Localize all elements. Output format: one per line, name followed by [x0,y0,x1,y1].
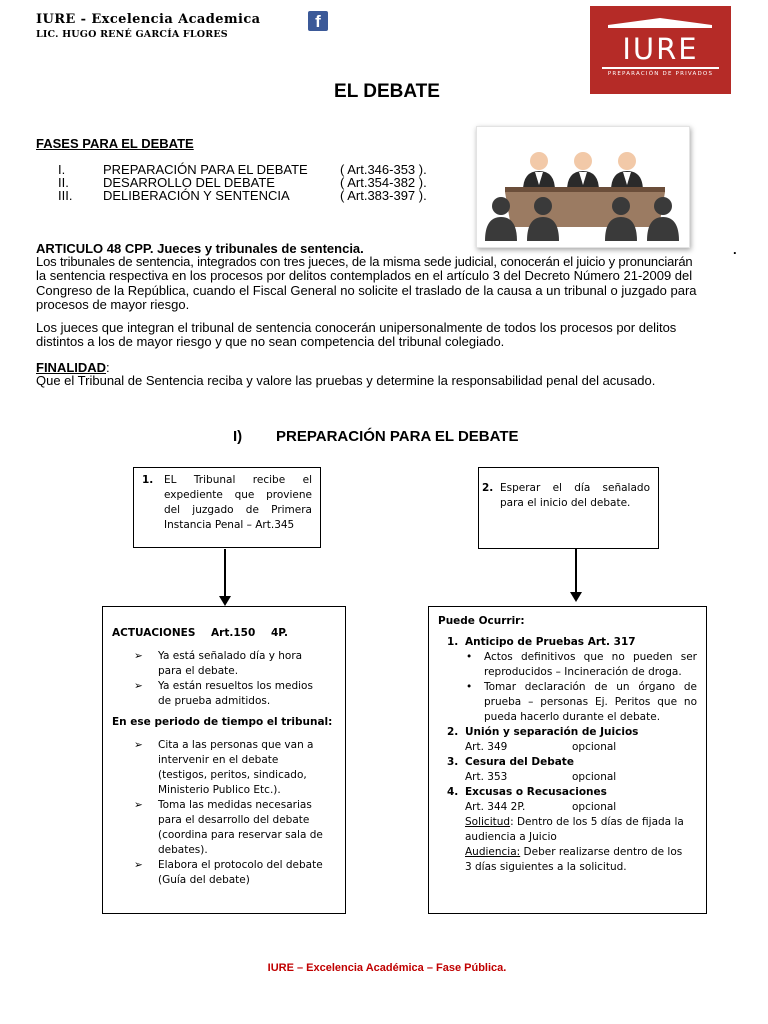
text-line: intervenir en el debate [158,754,279,766]
list-item [447,635,697,650]
text-line: (coordina para reservar sala de [158,829,323,841]
finalidad-label: FINALIDAD [36,360,107,375]
item-optional: opcional [572,741,617,753]
item-detail [465,770,697,785]
step-1-box [133,467,321,548]
article-48-dot: . [733,242,737,257]
item-detail [465,800,697,815]
periodo-text: En ese periodo de tiempo el tribunal: [112,716,333,728]
text-line: Ministerio Publico Etc.). [158,784,281,796]
step-1-item [142,473,312,533]
list-item-text [158,738,337,798]
item-number: 4. [447,786,459,798]
solicitud-label: Solicitud [465,816,511,828]
text-line: debates). [158,844,208,856]
audiencia-text: Deber realizarse dentro de los [523,846,683,858]
item-number: 2. [447,726,459,738]
list-item [134,679,337,709]
list-item [466,650,697,680]
text-line: Esperar el día señalado [500,482,650,494]
section-number: I) [233,428,243,445]
logo-divider [602,67,719,69]
item-article: Art. 344 2P. [465,801,526,813]
text-line: Congreso de la República, cuando el Fiscal General no solicite el traslado de la causa a un tribunal o juzgado para [36,282,697,298]
list-item-text [484,650,697,680]
finalidad-colon: : [106,360,110,375]
phase-name: PREPARACIÓN PARA EL DEBATE [103,162,308,177]
arrow-line [224,549,226,599]
item-title: Unión y separación de Juicios [465,726,639,738]
text-line: de prueba admitidos. [158,695,271,707]
actuaciones-title: ACTUACIONES [112,627,196,639]
text-line: Los jueces que integran el tribunal de sentencia conocerán unipersonalmente de todos los procesos por delitos [36,320,677,335]
item-article: Art. 349 [465,741,508,753]
logo-text: IURE [622,32,699,66]
phase-number: I. [58,162,66,177]
puede-ocurrir-box [428,606,707,914]
item-title: Cesura del Debate [465,756,574,768]
text-line: Los tribunales de sentencia, integrados con tres jueces, de la misma sede judicial, conocerán el juicio y pronunciarán [36,254,693,269]
step-2-item [482,481,650,511]
item-number: 3. [447,756,459,768]
text-line: Actos definitivos que no pueden ser [484,651,697,663]
text-line: distintos a los de mayor riesgo y que no sean competencia del tribunal colegiado. [36,334,505,350]
text-line: para el inicio del debate. [500,497,631,509]
arrow-bullet-icon: ➢ [134,859,143,871]
header-subtitle: LIC. HUGO RENÉ GARCÍA FLORES [36,29,228,40]
dot-bullet-icon: • [466,681,473,693]
text-line: del juzgado de Primera [164,504,312,516]
phase-article: ( Art.346-353 ). [340,162,427,177]
step-1-text [164,473,312,533]
list-item [134,798,337,858]
text-line: la sentencia respectiva en los procesos por delitos contemplados en el artículo 3 del Decreto Número 21-2009 del [36,268,693,284]
item-title: Excusas o Recusaciones [465,786,607,798]
phase-number: III. [58,188,73,203]
text-line: Elabora el protocolo del debate [158,859,323,871]
step-number: 1. [142,474,154,486]
puede-heading: Puede Ocurrir: [438,615,525,627]
phase-name: DESARROLLO DEL DEBATE [103,175,275,190]
solicitud-colon: : [510,816,514,828]
arrow-down-icon [570,592,582,602]
tribunal-icon [477,127,689,247]
list-item-text [158,649,337,679]
list-item [134,738,337,798]
text-line: reproducidos – Incineración de droga. [484,666,682,678]
fases-heading: FASES PARA EL DEBATE [36,136,194,151]
text-line: expediente que proviene [164,489,312,501]
step-2-text [500,481,650,511]
arrow-bullet-icon: ➢ [134,650,143,662]
solicitud-text: Dentro de los 5 días de fijada la [516,816,684,828]
list-item-text [158,858,337,888]
phase-number: II. [58,175,69,190]
text-line: prueba – personas Ej. Peritos que no [484,696,697,708]
text-line: para el debate. [158,665,239,677]
list-item-text [158,798,337,858]
text-line: para el desarrollo del debate [158,814,310,826]
text-line: EL Tribunal recibe el [164,474,312,486]
phase-article: ( Art.354-382 ). [340,175,427,190]
list-item [466,680,697,725]
list-item [447,725,697,740]
actuaciones-box [102,606,346,914]
text-line: (testigos, peritos, sindicado, [158,769,307,781]
item-detail [465,740,697,755]
audiencia-label: Audiencia: [465,846,521,858]
roof-icon [608,18,712,28]
text-line: Tomar declaración de un órgano de [484,681,697,693]
audiencia-text-2: 3 días siguientes a la solicitud. [465,861,627,873]
phase-article: ( Art.383-397 ). [340,188,427,203]
list-item [134,649,337,679]
text-line: Instancia Penal – Art.345 [164,519,295,531]
text-line: Ya está señalado día y hora [158,650,303,662]
text-line: pueda hacerlo durante el debate. [484,711,661,723]
article-48-paragraph-2 [36,321,739,350]
item-optional: opcional [572,801,617,813]
list-item-text [158,679,337,709]
audiencia-line [465,845,697,860]
logo-tagline: PREPARACIÓN DE PRIVADOS [607,71,714,77]
article-48-paragraph-1 [36,255,739,312]
actuaciones-heading [112,626,337,641]
item-title: Anticipo de Pruebas Art. 317 [465,636,636,648]
facebook-icon[interactable]: f [308,11,328,31]
list-item [447,785,697,800]
section-title: PREPARACIÓN PARA EL DEBATE [276,428,519,445]
text-line: procesos de mayor riesgo. [36,296,190,312]
court-illustration [476,126,690,248]
header-title: IURE - Excelencia Academica [36,12,261,27]
text-line: Ya están resueltos los medios [158,680,313,692]
item-article: Art. 353 [465,771,508,783]
list-item [447,755,697,770]
article-48-heading: ARTICULO 48 CPP. Jueces y tribunales de sentencia. [36,241,364,256]
text-line: (Guía del debate) [158,874,250,886]
arrow-bullet-icon: ➢ [134,680,143,692]
arrow-down-icon [219,596,231,606]
footer-text: IURE – Excelencia Académica – Fase Pública. [267,962,507,974]
page-title: EL DEBATE [334,81,440,102]
dot-bullet-icon: • [466,651,473,663]
arrow-bullet-icon: ➢ [134,739,143,751]
phase-name: DELIBERACIÓN Y SENTENCIA [103,188,290,203]
step-2-box [478,467,659,549]
step-number: 2. [482,482,494,494]
arrow-line [575,549,577,594]
item-optional: opcional [572,771,617,783]
list-item-text [484,680,697,725]
solicitud-line [465,815,697,830]
text-line: Cita a las personas que van a [158,739,314,751]
text-line: Toma las medidas necesarias [158,799,312,811]
solicitud-text-2: audiencia a Juicio [465,831,557,843]
item-number: 1. [447,636,459,648]
actuaciones-paragraph: 4P. [270,627,288,639]
list-item [134,858,337,888]
arrow-bullet-icon: ➢ [134,799,143,811]
finalidad-text: Que el Tribunal de Sentencia reciba y valore las pruebas y determine la responsabilidad penal del acusado. [36,373,656,388]
actuaciones-article: Art.150 [211,627,256,639]
